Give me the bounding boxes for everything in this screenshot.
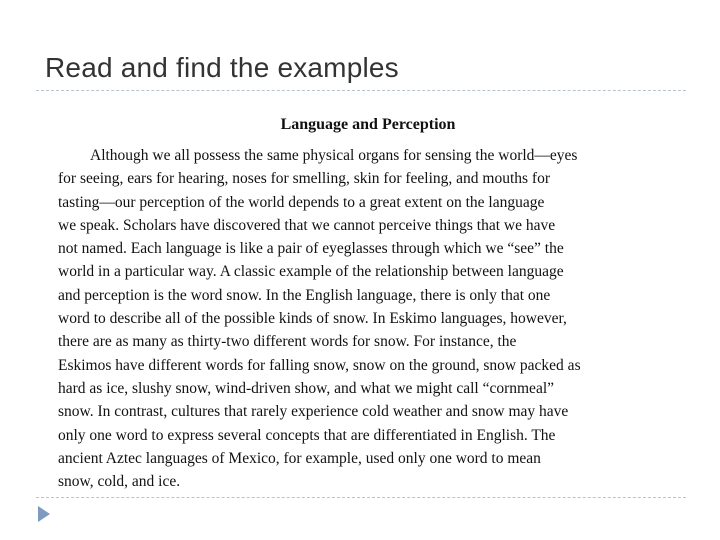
excerpt-line: and perception is the word snow. In the English language, there is only that one bbox=[58, 286, 551, 304]
excerpt-line: word to describe all of the possible kinds of snow. In Eskimo languages, however, bbox=[58, 310, 567, 328]
slide-title: Read and find the examples bbox=[45, 52, 399, 83]
excerpt-line: Although we all possess the same physical organs for sensing the world—eyes bbox=[90, 147, 578, 164]
excerpt-line: snow. In contrast, cultures that rarely experience cold weather and snow may have bbox=[58, 403, 569, 421]
footer-divider bbox=[36, 497, 686, 498]
excerpt-line: only one word to express several concepts that are differentiated in English. The bbox=[58, 426, 556, 444]
title-divider bbox=[36, 90, 686, 91]
excerpt-line: Eskimos have different words for falling snow, snow on the ground, snow packed as bbox=[58, 356, 581, 374]
excerpt-line: snow, cold, and ice. bbox=[58, 473, 181, 491]
excerpt bbox=[58, 112, 678, 493]
excerpt-line: we speak. Scholars have discovered that we cannot perceive things that we have bbox=[58, 216, 556, 234]
excerpt-line: for seeing, ears for hearing, noses for smelling, skin for feeling, and mouths for bbox=[58, 170, 550, 188]
excerpt-line: tasting—our perception of the world depends to a great extent on the language bbox=[58, 193, 545, 211]
excerpt-line: hard as ice, slushy snow, wind-driven show, and what we might call “cornmeal” bbox=[58, 379, 555, 397]
excerpt-line: not named. Each language is like a pair of eyeglasses through which we “see” the bbox=[58, 240, 564, 258]
play-arrow-icon[interactable] bbox=[38, 506, 50, 522]
excerpt-line: there are as many as thirty-two different words for snow. For instance, the bbox=[58, 333, 517, 351]
excerpt-line: world in a particular way. A classic example of the relationship between language bbox=[58, 263, 564, 281]
excerpt-heading: Language and Perception bbox=[280, 116, 456, 133]
excerpt-line: ancient Aztec languages of Mexico, for example, used only one word to mean bbox=[58, 449, 541, 467]
